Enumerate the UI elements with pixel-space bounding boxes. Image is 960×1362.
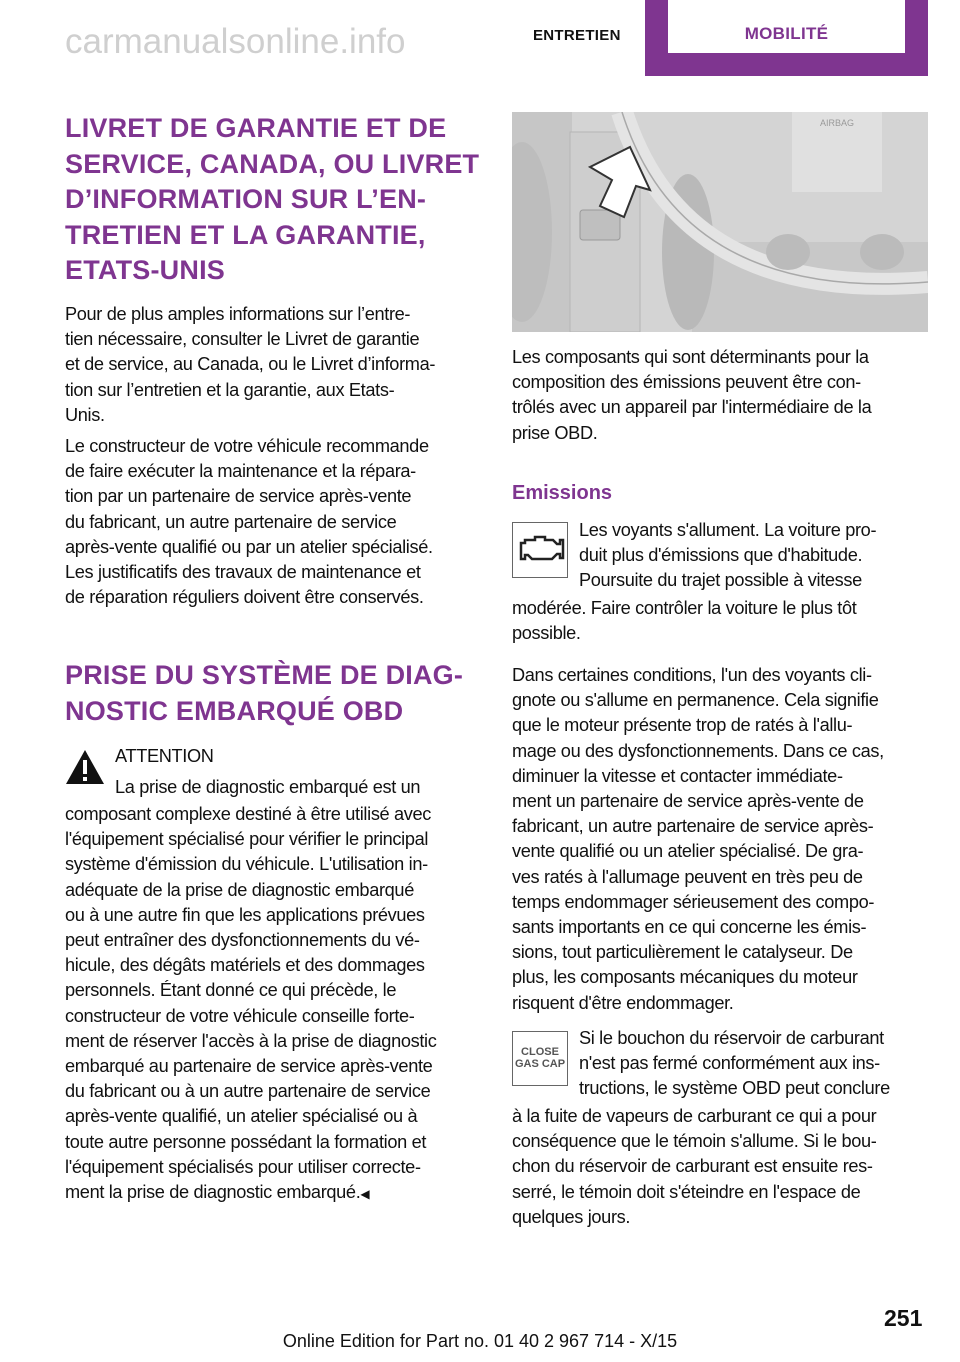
page-number: 251 bbox=[884, 1305, 923, 1331]
warning-triangle-icon bbox=[65, 748, 105, 786]
paragraph-warranty-info: Pour de plus amples informations sur l’entre- tien nécessaire, consulter le Livret de garantie et de service, au Canada, ou le Livret d’informa- tion sur l’entretien et la garantie, aux Etats- Unis. bbox=[65, 304, 436, 425]
emissions-text: modérée. Faire contrôler la voiture le plus tôt possible. bbox=[512, 598, 857, 644]
obd-socket-illustration bbox=[512, 112, 928, 332]
emissions-heading: Emissions bbox=[512, 482, 613, 504]
section-heading-warranty: LIVRET DE GARANTIE ET DE SERVICE, CANADA, OU LIVRET D’INFORMATION SUR L’EN- TRETIEN ET LA GARANTIE, ETATS-UNIS bbox=[65, 113, 480, 285]
watermark: carmanualsonline.info bbox=[65, 22, 406, 61]
warning-text-first-line: La prise de diagnostic embarqué est un bbox=[115, 777, 421, 797]
close-gas-cap-icon: CLOSE GAS CAP bbox=[512, 1031, 568, 1086]
paragraph-misfire: Dans certaines conditions, l'un des voyants cli- gnote ou s'allume en permanence. Cela signifie que le moteur présente trop de ratés à l'allu- mage ou des dysfonctionnements. Dans ce cas, diminuer la vitesse et contacter immédiate- ment un partenaire de service après-vente de fabricant, un autre partenaire de service après- vente qualifié ou un atelier spécialisé. De gra- ves ratés à l'allumage peuvent en très peu de temps endommager sérieusement des compo- sants importants en ce qui concerne les émis- sions, tout particulièrement le catalyseur. De plus, les composants mécaniques du moteur risquent d'être endommager. bbox=[512, 665, 884, 1013]
gas-cap-text-indented: Si le bouchon du réservoir de carburant n'est pas fermé conformément aux ins- tructions, le système OBD peut conclure bbox=[579, 1028, 890, 1099]
end-mark-icon: ◀ bbox=[360, 1187, 370, 1202]
warning-label: ATTENTION bbox=[115, 746, 214, 766]
tab-mobilite[interactable] bbox=[645, 0, 928, 76]
section-heading-obd: PRISE DU SYSTÈME DE DIAG- NOSTIC EMBARQUÉ OBD bbox=[65, 660, 464, 726]
airbag-label: AIRBAG bbox=[819, 118, 855, 128]
warning-text bbox=[65, 802, 436, 1207]
tab-mobilite-label: MOBILITÉ bbox=[744, 24, 829, 43]
tab-entretien[interactable]: ENTRETIEN bbox=[533, 27, 621, 44]
paragraph-obd-components: Les composants qui sont déterminants pour la composition des émissions peuvent être con- trôlés avec un appareil par l'intermédiaire de la prise OBD. bbox=[512, 347, 872, 443]
emissions-text-indented: Les voyants s'allument. La voiture pro- duit plus d'émissions que d'habitude. Poursuite du trajet possible à vitesse bbox=[579, 520, 877, 591]
check-engine-icon bbox=[512, 522, 568, 578]
footer-edition: Online Edition for Part no. 01 40 2 967 714 - X/15 bbox=[282, 1331, 678, 1351]
gas-cap-text: à la fuite de vapeurs de carburant ce qui a pour conséquence que le témoin s'allume. Si le bou- chon du réservoir de carburant est ensuite res- serré, le témoin doit s'éteindre en l'espace de quelques jours. bbox=[512, 1106, 877, 1227]
warning-text-body: composant complexe destiné à être utilisé avec l'équipement spécialisé pour vérifier le principal système d'émission du véhicule. L'utilisation in- adéquate de la prise de diagnostic embarqué ou à une autre fin que les applications prévues peut entraîner des dysfonctionnements du vé- hicule, des dégâts matériels et des dommages personnels. Étant donné ce qui précède, le constructeur de votre véhicule conseille forte- ment de réserver l'accès à la prise de diagnostic embarqué au partenaire de service après-vente du fabricant ou à un autre partenaire de service après-vente qualifié, un atelier spécialisé ou à toute autre personne possédant la formation et l'équipement spécialisés pour utiliser correcte- ment la prise de diagnostic embarqué. bbox=[65, 804, 437, 1203]
paragraph-maintenance: Le constructeur de votre véhicule recommande de faire exécuter la maintenance et la répara- tion par un partenaire de service après-vente du fabricant, un autre partenaire de service après-vente qualifié ou par un atelier spécialisé. Les justificatifs des travaux de maintenance et de réparation réguliers doivent être conservés. bbox=[65, 436, 433, 608]
